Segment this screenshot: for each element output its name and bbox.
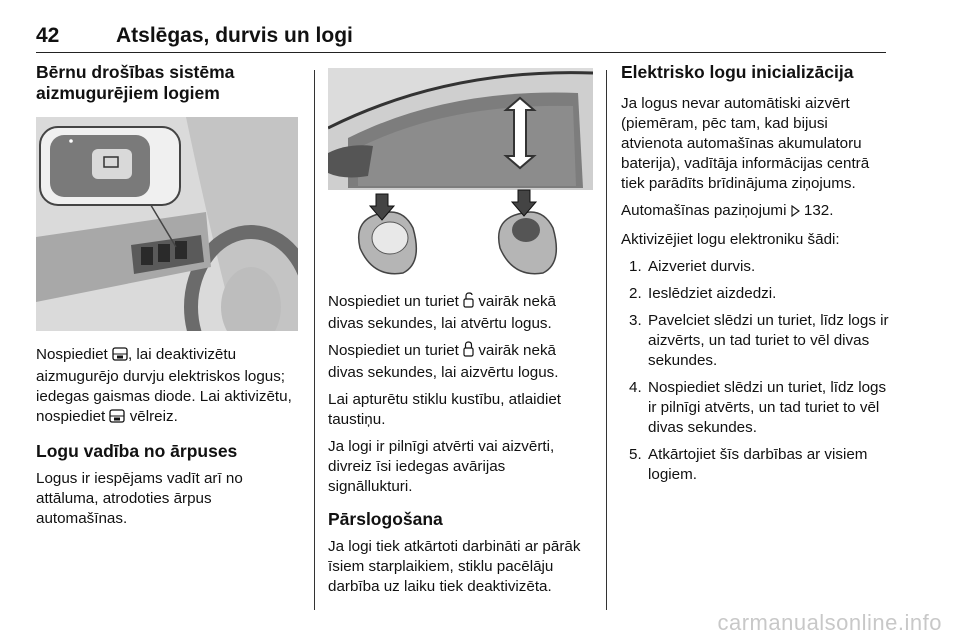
paragraph-close: Nospiediet un turiet vairāk nekā divas sekundes, lai aizvērtu logus. [328, 342, 559, 381]
figure-window-key [328, 68, 593, 282]
child-lock-window-icon [109, 409, 125, 429]
paragraph-remote: Logus ir iespējams vadīt arī no attāluma, atrodoties ārpus automašīnas. [36, 470, 243, 527]
heading-overload: Pārslogošana [328, 509, 443, 529]
heading-remote-operation: Logu vadība no ārpuses [36, 441, 238, 461]
watermark: carmanualsonline.info [717, 610, 942, 635]
page-reference-arrow-icon [791, 203, 800, 223]
unlock-key-icon [463, 292, 474, 314]
paragraph-child-lock: Nospiediet , lai deaktivizētu aizmugurējo durvju elektriskos logus; iedegas gaismas diode. Lai aktivizētu, nospiediet vēlreiz. [36, 345, 301, 429]
paragraph-activate: Aktivizējiet logu elektroniku šādi: [621, 231, 840, 248]
page-number: 42 [36, 24, 60, 47]
paragraph-init: Ja logus nevar automātiski aizvērt (piemēram, pēc tam, kad bijusi atvienota automašīnas akumulatoru baterija), vadītāja informācijas centrā tiek parādīts brīdinājuma ziņojums. [621, 95, 870, 192]
paragraph-ref: Automašīnas paziņojumi 132. [621, 201, 891, 223]
paragraph-hazard: Ja logi ir pilnīgi atvērti vai aizvērti, divreiz īsi iedegas avārijas signāllukturi. [328, 438, 555, 495]
steps-list [621, 257, 891, 485]
column-left [36, 62, 301, 529]
page-header [36, 22, 886, 53]
heading-initialisation: Elektrisko logu inicializācija [621, 62, 854, 82]
column-divider [606, 70, 607, 610]
paragraph-open: Nospiediet un turiet vairāk nekā divas sekundes, lai atvērtu logus. [328, 293, 556, 332]
child-lock-window-icon [112, 347, 128, 367]
list-item: 3. Pavelciet slēdzi un turiet, līdz logs ir aizvērts, un tad turiet to vēl divas sekundes. [629, 312, 889, 369]
column-middle [328, 62, 593, 597]
heading-child-safety: Bērnu drošības sistēma aizmugurējiem logiem [36, 62, 235, 103]
column-right [621, 62, 891, 492]
column-divider [314, 70, 315, 610]
paragraph-overload: Ja logi tiek atkārtoti darbināti ar pārāk īsiem starplaikiem, stiklu pacēlāju darbība uz laiku tiek deaktivizēta. [328, 538, 581, 595]
figure-door-switches [36, 117, 298, 331]
chapter-title: Atslēgas, durvis un logi [116, 24, 353, 47]
lock-key-icon [463, 341, 474, 363]
list-item: 5. Atkārtojiet šīs darbības ar visiem logiem. [629, 446, 868, 483]
list-item: 2. Ieslēdziet aizdedzi. [629, 285, 777, 302]
paragraph-stop: Lai apturētu stiklu kustību, atlaidiet taustiņu. [328, 391, 562, 428]
list-item: 1. Aizveriet durvis. [629, 258, 756, 275]
list-item: 4. Nospiediet slēdzi un turiet, līdz logs ir pilnīgi atvērts, un tad turiet to vēl divas sekundes. [629, 379, 887, 436]
